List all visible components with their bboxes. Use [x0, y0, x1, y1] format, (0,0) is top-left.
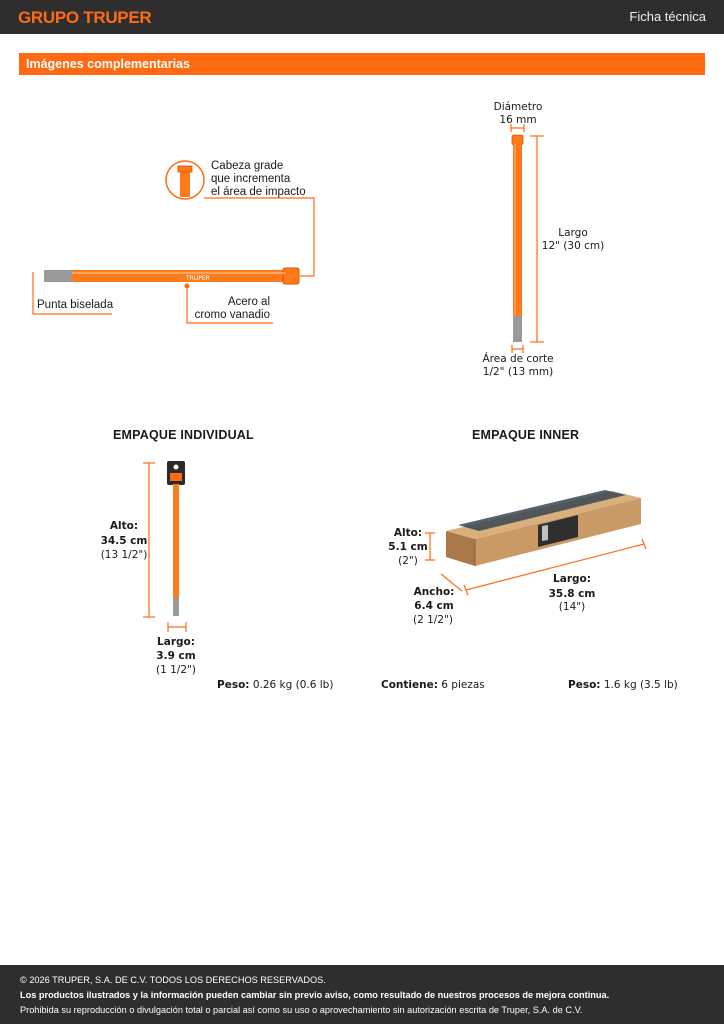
inner-weight-label: Peso: [568, 679, 601, 691]
section-title: Imágenes complementarias [26, 57, 190, 71]
chisel-horizontal-image [44, 268, 299, 284]
brand-logo: GRUPO TRUPER [18, 8, 152, 27]
individual-height-in: (13 1/2") [100, 549, 148, 561]
inner-width-cm: 6.4 cm [414, 600, 454, 612]
individual-height-cm: 34.5 cm [100, 535, 148, 547]
inner-width-in: (2 1/2") [413, 614, 453, 626]
inner-box-image [446, 490, 641, 566]
head-callout-line-2: que incrementa [211, 173, 291, 185]
head-callout-line-3: el área de impacto [211, 186, 306, 198]
brand-marking: TRUPER [186, 275, 210, 282]
individual-height-label: Alto: [109, 520, 139, 532]
material-callout-line-2: cromo vanadio [194, 309, 270, 321]
inner-length-in: (14") [558, 601, 586, 613]
inner-weight-value: 1.6 kg (3.5 lb) [603, 679, 678, 691]
length-value: 12" (30 cm) [541, 240, 605, 252]
tip-callout: Punta biselada [37, 299, 114, 311]
individual-package-image [167, 461, 185, 616]
head-callout-line-1: Cabeza grade [211, 160, 284, 172]
inner-height-in: (2") [398, 555, 418, 567]
inner-height-cm: 5.1 cm [388, 541, 428, 553]
inner-weight [568, 679, 678, 692]
footer-copyright: © 2026 TRUPER, S.A. DE C.V. TODOS LOS DERECHOS RESERVADOS. [20, 975, 326, 985]
individual-weight-value: 0.26 kg (0.6 lb) [252, 679, 334, 691]
inner-height-label: Alto: [393, 527, 423, 539]
cut-value: 1/2" (13 mm) [482, 366, 554, 378]
footer-notice: Los productos ilustrados y la información pueden cambiar sin previo aviso, como resultado de nuestros procesos de mejora continua. [20, 990, 610, 1000]
inner-contains [381, 679, 485, 692]
inner-contains-value: 6 piezas [441, 679, 485, 691]
length-label: Largo [558, 227, 588, 239]
cut-label: Área de corte [482, 353, 554, 365]
document-type: Ficha técnica [629, 9, 706, 24]
individual-length-cm: 3.9 cm [156, 650, 196, 662]
individual-pack-title: EMPAQUE INDIVIDUAL [113, 428, 254, 442]
diameter-value: 16 mm [499, 114, 537, 126]
inner-width-label: Ancho: [413, 586, 455, 598]
footer-prohibition: Prohibida su reproducción o divulgación total o parcial así como su uso o aprovechamiento sin autorización escrita de Truper, S.A. de C.V. [20, 1005, 583, 1015]
chisel-vertical-image [512, 135, 523, 342]
individual-weight [217, 679, 333, 692]
inner-length-cm: 35.8 cm [548, 588, 596, 600]
inner-contains-label: Contiene: [381, 679, 438, 691]
footer [0, 965, 724, 1024]
inner-length-label: Largo: [553, 573, 591, 585]
diameter-label: Diámetro [493, 101, 543, 113]
inner-pack-title: EMPAQUE INNER [472, 428, 580, 442]
individual-length-in: (1 1/2") [156, 664, 196, 676]
individual-length-label: Largo: [157, 636, 195, 648]
individual-weight-label: Peso: [217, 679, 250, 691]
material-callout-line-1: Acero al [227, 296, 270, 308]
